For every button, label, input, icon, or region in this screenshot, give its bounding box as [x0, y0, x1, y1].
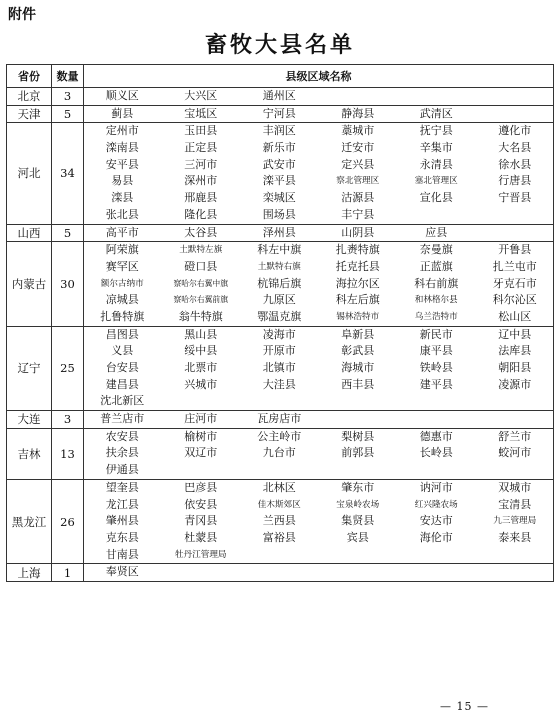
count-cell: 5: [52, 224, 84, 242]
county-name: 赛罕区: [105, 259, 139, 273]
table-row: [7, 224, 554, 242]
count-cell: 3: [52, 411, 84, 429]
county-name: 杜蒙县: [184, 530, 218, 544]
county-name: 松山区: [498, 309, 532, 323]
document-title: 畜牧大县名单: [204, 33, 355, 58]
county-name: 北林区: [262, 480, 296, 494]
county-name: 科左中旗: [257, 243, 302, 257]
county-name: 正蓝旗: [419, 259, 453, 273]
county-name: 扶余县: [105, 446, 139, 460]
page-number: — 15 —: [440, 700, 489, 713]
province-cell: 黑龙江: [7, 479, 52, 563]
county-name: 翁牛特旗: [178, 309, 223, 323]
province-cell: 大连: [7, 411, 52, 429]
county-name: 大兴区: [184, 89, 218, 102]
county-name: 辛集市: [419, 141, 453, 155]
county-name: 绥中县: [184, 344, 218, 358]
county-name: 应县: [425, 225, 448, 239]
county-name: 彰武县: [341, 344, 375, 358]
county-name: 滦县: [111, 191, 134, 205]
county-name: 宝清县: [498, 497, 532, 511]
county-name: 隆化县: [184, 207, 218, 221]
county-name: 龙江县: [105, 497, 139, 511]
county-name: 依安县: [184, 497, 218, 511]
county-name: 昌图县: [105, 327, 139, 341]
county-name: 遵化市: [498, 124, 532, 138]
county-name: 红兴隆农场: [414, 499, 458, 510]
county-name: 安达市: [419, 514, 453, 528]
county-name: 武安市: [262, 157, 296, 171]
county-name: 铁岭县: [419, 361, 453, 374]
county-name: 九原区: [262, 293, 296, 307]
county-name: 三河市: [184, 157, 218, 171]
counties-cell: [84, 428, 554, 479]
county-name: 栾城区: [262, 191, 296, 205]
county-name: 大名县: [498, 141, 532, 155]
province-cell: 上海: [7, 564, 52, 582]
column-header-count: 数量: [52, 65, 84, 88]
county-name: 蛟河市: [498, 446, 532, 460]
county-name: 阜新县: [341, 327, 375, 341]
county-name: 开鲁县: [498, 243, 532, 257]
county-name: 宝泉岭农场: [336, 499, 380, 510]
county-name: 新乐市: [262, 141, 296, 155]
county-name: 丰宁县: [341, 207, 375, 221]
county-name: 静海县: [341, 106, 375, 120]
county-name: 武清区: [419, 106, 453, 120]
county-name: 乌兰浩特市: [414, 311, 458, 322]
county-name: 泰来县: [498, 530, 532, 544]
county-name: 牡丹江管理局: [174, 549, 227, 560]
county-name: 建昌县: [105, 377, 139, 391]
table-row: [7, 564, 554, 582]
county-name: 舒兰市: [498, 429, 532, 443]
county-name: 肇东市: [341, 480, 375, 494]
county-name: 海城市: [341, 361, 375, 374]
county-name: 安平县: [105, 157, 139, 171]
count-cell: 34: [52, 123, 84, 224]
county-name: 大洼县: [262, 377, 296, 391]
county-name: 磴口县: [184, 259, 218, 273]
county-name: 宝坻区: [184, 106, 218, 120]
county-name: 宾县: [346, 530, 369, 544]
county-name: 扎鲁特旗: [100, 309, 145, 323]
county-name: 滦南县: [105, 141, 139, 155]
county-name: 张北县: [105, 207, 139, 221]
county-name: 科左后旗: [335, 293, 380, 307]
county-name: 新民市: [419, 327, 453, 341]
table-row: [7, 242, 554, 326]
county-name: 迁安市: [341, 141, 375, 155]
county-name: 庄河市: [184, 412, 218, 426]
county-table: [6, 64, 554, 582]
counties-cell: [84, 479, 554, 563]
county-name: 土默特右旗: [257, 261, 301, 272]
county-name: 富裕县: [262, 530, 296, 544]
county-name: 抚宁县: [419, 124, 453, 138]
county-name: 定州市: [105, 124, 139, 138]
county-name: 蓟县: [111, 106, 134, 120]
province-cell: 山西: [7, 224, 52, 242]
county-name: 青冈县: [184, 514, 218, 528]
province-cell: 天津: [7, 105, 52, 123]
count-cell: 13: [52, 428, 84, 479]
county-name: 建平县: [419, 377, 453, 391]
counties-cell: [84, 88, 554, 106]
county-name: 榆树市: [184, 429, 218, 443]
county-name: 凉城县: [105, 293, 139, 307]
county-name: 瓦房店市: [257, 412, 302, 426]
county-name: 滦平县: [262, 174, 296, 188]
county-name: 围场县: [262, 207, 296, 221]
county-name: 义县: [111, 344, 134, 358]
counties-cell: [84, 564, 554, 582]
county-name: 正定县: [184, 141, 218, 155]
table-body: [7, 88, 554, 582]
table-row: [7, 88, 554, 106]
county-name: 公主岭市: [257, 429, 302, 443]
count-cell: 1: [52, 564, 84, 582]
county-name: 朝阳县: [498, 361, 532, 374]
county-name: 藁城市: [341, 124, 375, 138]
county-name: 科右前旗: [414, 276, 459, 290]
county-grid: [84, 327, 553, 410]
count-cell: 3: [52, 88, 84, 106]
county-grid: [84, 88, 553, 105]
county-name: 土默特左旗: [179, 245, 223, 256]
county-name: 锡林浩特市: [336, 311, 380, 322]
county-name: 阿荣旗: [105, 243, 139, 257]
county-name: 开原市: [262, 344, 296, 358]
county-name: 讷河市: [419, 480, 453, 494]
county-name: 通州区: [262, 89, 296, 102]
county-name: 法库县: [498, 344, 532, 358]
table-row: [7, 411, 554, 429]
county-name: 泽州县: [262, 225, 296, 239]
county-name: 徐水县: [498, 157, 532, 171]
table-row: [7, 123, 554, 224]
county-name: 科尔沁区: [492, 293, 537, 307]
county-grid: [84, 411, 553, 428]
county-name: 山阴县: [341, 225, 375, 239]
table-row: [7, 326, 554, 410]
county-name: 杭锦后旗: [257, 276, 302, 290]
county-name: 宣化县: [419, 191, 453, 205]
county-name: 易县: [111, 174, 134, 188]
county-name: 肇州县: [105, 514, 139, 528]
county-name: 定兴县: [341, 157, 375, 171]
county-grid: [84, 106, 553, 123]
province-cell: 河北: [7, 123, 52, 224]
county-name: 九三管理局: [493, 516, 537, 527]
county-name: 高平市: [105, 225, 139, 239]
counties-cell: [84, 411, 554, 429]
table-header-row: [7, 65, 554, 88]
county-name: 丰润区: [262, 124, 296, 138]
county-name: 宁河县: [262, 106, 296, 120]
county-name: 察北管理区: [336, 176, 380, 187]
counties-cell: [84, 123, 554, 224]
county-name: 德惠市: [419, 429, 453, 443]
province-cell: 吉林: [7, 428, 52, 479]
county-name: 鄂温克旗: [257, 309, 302, 323]
county-name: 宁晋县: [498, 191, 532, 205]
county-name: 康平县: [419, 344, 453, 358]
county-grid: [84, 225, 553, 242]
county-name: 行唐县: [498, 174, 532, 188]
county-name: 额尔古纳市: [100, 278, 144, 289]
county-name: 梨树县: [341, 429, 375, 443]
county-name: 玉田县: [184, 124, 218, 138]
county-name: 凌海市: [262, 327, 296, 341]
county-grid: [84, 242, 553, 325]
table-row: [7, 105, 554, 123]
county-name: 普兰店市: [100, 412, 145, 426]
county-name: 托克托县: [335, 259, 380, 273]
county-grid: [84, 480, 553, 563]
county-name: 察哈尔右翼中旗: [173, 278, 229, 288]
county-name: 九台市: [262, 446, 296, 460]
counties-cell: [84, 326, 554, 410]
county-name: 海拉尔区: [335, 276, 380, 290]
county-name: 西丰县: [341, 377, 375, 391]
column-header-province: 省份: [7, 65, 52, 88]
county-name: 伊通县: [105, 463, 139, 477]
county-name: 顺义区: [105, 89, 139, 102]
county-name: 奈曼旗: [419, 243, 453, 257]
county-name: 北镇市: [262, 361, 296, 374]
county-name: 扎赉特旗: [335, 243, 380, 257]
county-name: 沽源县: [341, 191, 375, 205]
county-name: 长岭县: [419, 446, 453, 460]
county-name: 台安县: [105, 361, 139, 374]
county-name: 甘南县: [105, 547, 139, 561]
county-name: 塞北管理区: [414, 176, 458, 187]
county-name: 双辽市: [184, 446, 218, 460]
county-name: 太谷县: [184, 225, 218, 239]
county-name: 克东县: [105, 530, 139, 544]
county-grid: [84, 123, 553, 223]
province-cell: 内蒙古: [7, 242, 52, 326]
county-name: 北票市: [184, 361, 218, 374]
counties-cell: [84, 242, 554, 326]
county-name: 兴城市: [184, 377, 218, 391]
county-name: 奉贤区: [105, 565, 139, 579]
province-cell: 北京: [7, 88, 52, 106]
table-row: [7, 479, 554, 563]
count-cell: 30: [52, 242, 84, 326]
county-name: 凌源市: [498, 377, 532, 391]
county-name: 察哈尔右翼前旗: [173, 295, 229, 305]
county-name: 前郭县: [341, 446, 375, 460]
county-name: 海伦市: [419, 530, 453, 544]
count-cell: 5: [52, 105, 84, 123]
county-name: 和林格尔县: [414, 295, 458, 306]
county-name: 深州市: [184, 174, 218, 188]
column-header-counties: 县级区域名称: [84, 65, 554, 88]
county-name: 农安县: [105, 429, 139, 443]
county-name: 双城市: [498, 480, 532, 494]
table-row: [7, 428, 554, 479]
county-grid: [84, 564, 553, 581]
count-cell: 25: [52, 326, 84, 410]
county-name: 扎兰屯市: [492, 259, 537, 273]
county-name: 集贤县: [341, 514, 375, 528]
county-name: 牙克石市: [492, 276, 537, 290]
county-name: 沈北新区: [100, 394, 145, 408]
county-name: 佳木斯郊区: [257, 499, 301, 510]
county-name: 永清县: [419, 157, 453, 171]
count-cell: 26: [52, 479, 84, 563]
counties-cell: [84, 224, 554, 242]
county-name: 黑山县: [184, 327, 218, 341]
county-name: 邢鹿县: [184, 191, 218, 205]
county-name: 巴彦县: [184, 480, 218, 494]
counties-cell: [84, 105, 554, 123]
county-grid: [84, 429, 553, 479]
county-name: 兰西县: [262, 514, 296, 528]
county-name: 辽中县: [498, 327, 532, 341]
province-cell: 辽宁: [7, 326, 52, 410]
attachment-label: 附件: [8, 7, 36, 23]
county-name: 望奎县: [105, 480, 139, 494]
